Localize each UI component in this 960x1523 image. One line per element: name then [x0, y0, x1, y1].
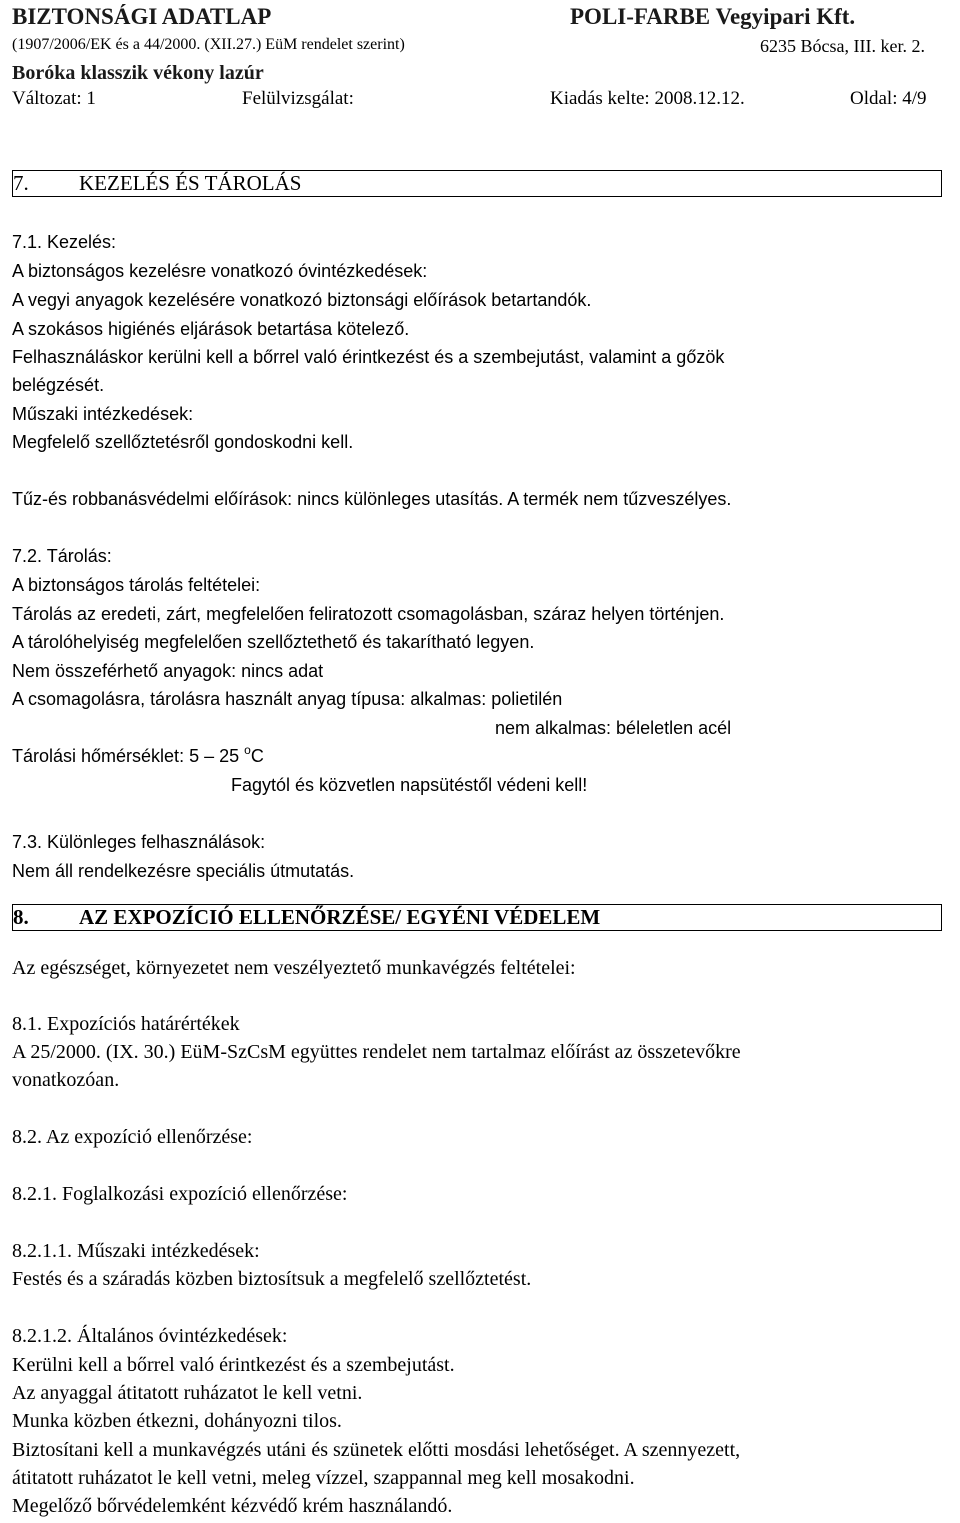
company-name: POLI-FARBE Vegyipari Kft. [570, 4, 856, 29]
text-line: A szokásos higiénés eljárások betartása kötelező. [12, 319, 410, 339]
text-line: Tárolás az eredeti, zárt, megfelelően feliratozott csomagolásban, száraz helyen történjen. [12, 604, 725, 624]
text-line: Biztosítani kell a munkavégzés utáni és szünetek előtti mosdási lehetőséget. A szennyezett, [12, 1439, 741, 1461]
subsection-8-1-title: 8.1. Expozíciós határértékek [12, 1013, 240, 1035]
section-7-title: KEZELÉS ÉS TÁROLÁS [79, 171, 302, 195]
subsection-8-2-1-title: 8.2.1. Foglalkozási expozíció ellenőrzése: [12, 1183, 348, 1205]
section-8-number: 8. [13, 905, 29, 929]
text-line: A csomagolásra, tárolásra használt anyag típusa: alkalmas: polietilén [12, 689, 563, 709]
text-line: A biztonságos tárolás feltételei: [12, 575, 261, 595]
degree-symbol: o [244, 743, 251, 757]
subsection-8-2-1-2-title: 8.2.1.2. Általános óvintézkedések: [12, 1325, 288, 1347]
text-line: A vegyi anyagok kezelésére vonatkozó biztonsági előírások betartandók. [12, 290, 592, 310]
text-line: Munka közben étkezni, dohányozni tilos. [12, 1410, 342, 1432]
text-line: Nem összeférhető anyagok: nincs adat [12, 661, 324, 681]
text-line: Az anyaggal átitatott ruházatot le kell vetni. [12, 1382, 363, 1404]
storage-temperature [12, 744, 264, 768]
text-line: Kerülni kell a bőrrel való érintkezést és a szembejutást. [12, 1354, 455, 1376]
issue-date: Kiadás kelte: 2008.12.12. [550, 88, 745, 109]
product-name: Boróka klasszik vékony lazúr [12, 62, 264, 84]
page-number: Oldal: 4/9 [850, 88, 927, 109]
text-line: Tűz-és robbanásvédelmi előírások: nincs különleges utasítás. A termék nem tűzveszélyes. [12, 489, 732, 509]
text-line: Fagytól és közvetlen napsütéstől védeni kell! [231, 775, 588, 795]
section-8-title: AZ EXPOZÍCIÓ ELLENŐRZÉSE/ EGYÉNI VÉDELEM [79, 905, 601, 929]
subsection-8-2-title: 8.2. Az expozíció ellenőrzése: [12, 1126, 253, 1148]
subsection-8-2-1-1-title: 8.2.1.1. Műszaki intézkedések: [12, 1240, 260, 1262]
subsection-7-3-title: 7.3. Különleges felhasználások: [12, 832, 266, 852]
subsection-7-2-title: 7.2. Tárolás: [12, 546, 112, 566]
text-line: A tárolóhelyiség megfelelően szellőztethető és takarítható legyen. [12, 632, 535, 652]
text-line: A 25/2000. (IX. 30.) EüM-SzCsM együttes rendelet nem tartalmaz előírást az összetevőkre [12, 1041, 741, 1063]
subsection-7-1-title: 7.1. Kezelés: [12, 232, 117, 252]
text-line: Felhasználáskor kerülni kell a bőrrel való érintkezést és a szembejutást, valamint a gőzök [12, 347, 725, 367]
review-label: Felülvizsgálat: [242, 88, 354, 109]
company-address: 6235 Bócsa, III. ker. 2. [760, 36, 925, 56]
section-7-number: 7. [13, 171, 29, 195]
text-line: Festés és a száradás közben biztosítsuk a megfelelő szellőztetést. [12, 1268, 532, 1290]
text-line: Megfelelő szellőztetésről gondoskodni kell. [12, 432, 354, 452]
document-title: BIZTONSÁGI ADATLAP [12, 4, 272, 29]
text-line: Nem áll rendelkezésre speciális útmutatás. [12, 861, 355, 881]
text-line: Az egészséget, környezetet nem veszélyeztető munkavégzés feltételei: [12, 957, 576, 979]
text-line: Megelőző bőrvédelemként kézvédő krém használandó. [12, 1495, 453, 1517]
version-label: Változat: 1 [12, 88, 96, 109]
storage-temperature-label: Tárolási hőmérséklet: 5 – 25 [12, 746, 245, 766]
text-line: belégzését. [12, 375, 105, 395]
temperature-unit: C [250, 746, 264, 766]
text-line: átitatott ruházatot le kell vetni, meleg vízzel, szappannal meg kell mosakodni. [12, 1467, 635, 1489]
section-7-heading [12, 170, 942, 197]
section-8-heading [12, 904, 942, 931]
text-line: nem alkalmas: béleletlen acél [495, 718, 732, 738]
text-line: A biztonságos kezelésre vonatkozó óvintézkedések: [12, 261, 428, 281]
regulation-text: (1907/2006/EK és a 44/2000. (XII.27.) EüM rendelet szerint) [12, 36, 405, 53]
text-line: vonatkozóan. [12, 1069, 120, 1091]
text-line: Műszaki intézkedések: [12, 404, 194, 424]
